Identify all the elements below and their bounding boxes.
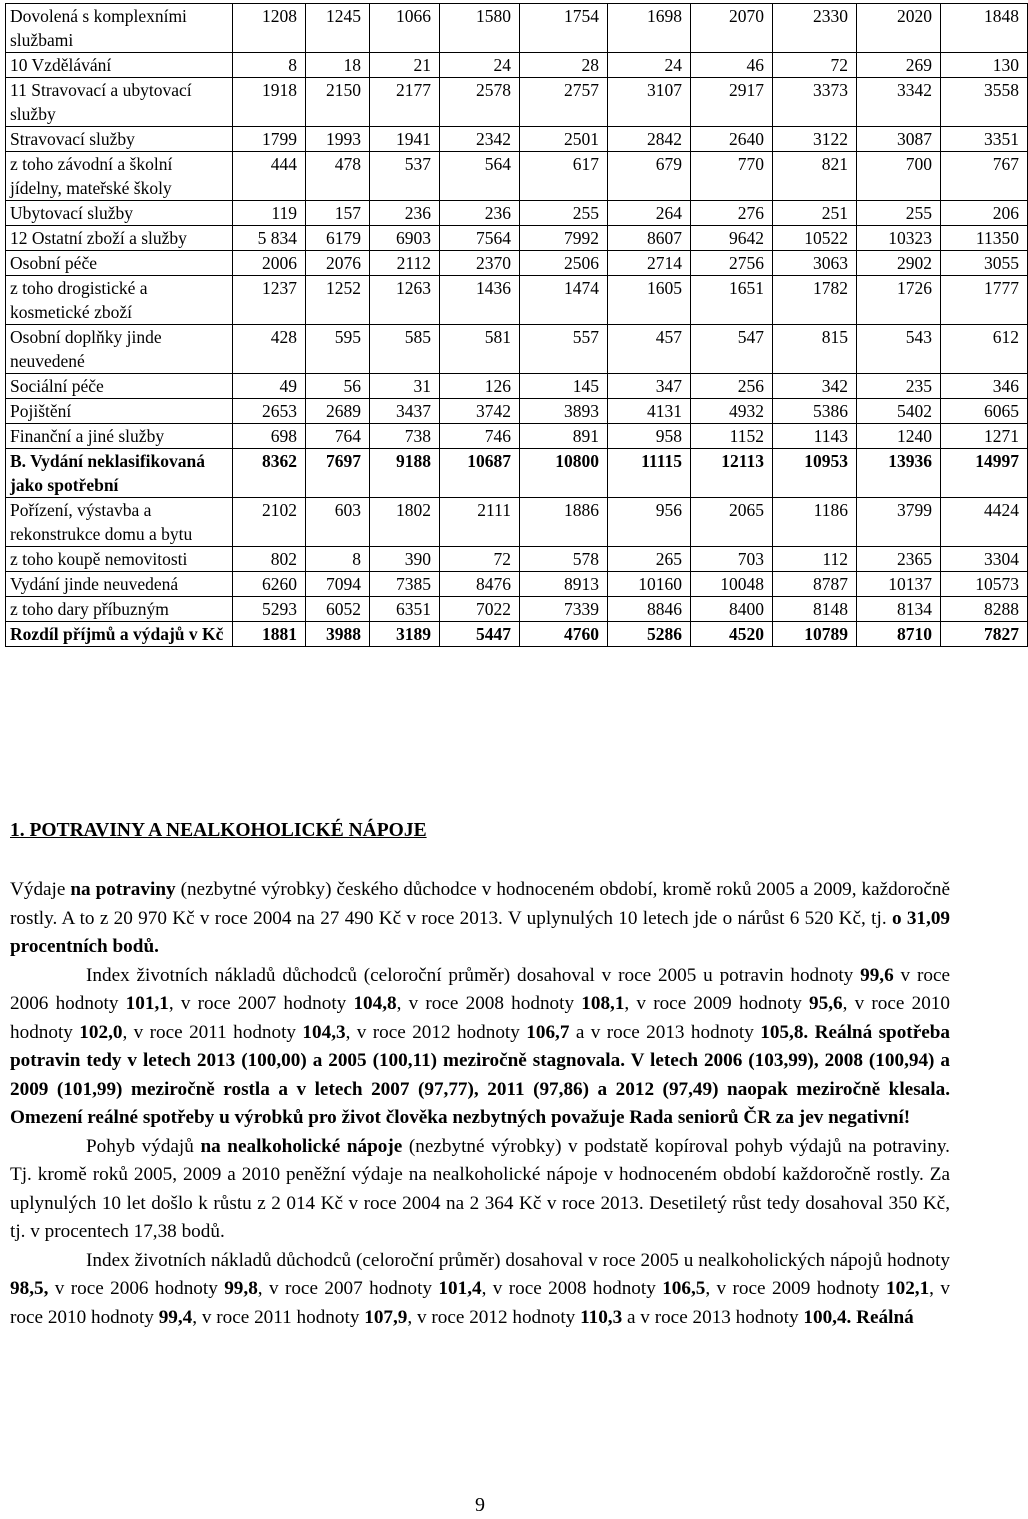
bold-text-run: 108,1 xyxy=(581,993,625,1014)
text-run: a v roce 2013 hodnoty xyxy=(622,1306,804,1328)
value-cell: 956 xyxy=(608,498,691,547)
value-cell: 3122 xyxy=(773,127,857,152)
value-cell: 746 xyxy=(440,424,520,449)
text-run: , v roce 2009 hodnoty xyxy=(705,1278,886,1299)
value-cell: 1802 xyxy=(370,498,440,547)
bold-text-run: 102,1 xyxy=(886,1278,930,1299)
text-run: , v roce 2007 hodnoty xyxy=(257,1278,439,1299)
value-cell: 2756 xyxy=(691,251,773,276)
value-cell: 703 xyxy=(691,547,773,572)
text-run: Index životních nákladů důchodců (celoroční průměr) dosahoval v roce 2005 u nealkoholických nápojů hodnoty xyxy=(86,1249,950,1271)
value-cell: 1886 xyxy=(520,498,608,547)
table-row xyxy=(6,276,1028,325)
value-cell: 603 xyxy=(306,498,370,547)
text-run: (nezbytné výrobky) v podstatě kopíroval pohyb výdajů na potraviny. Tj. kromě roků 2005, 2009 a 2010 peněžní výdaje na nealkoholické nápoje v hodnoceném období každoročně rostly. Za uplynulých 10 let došlo k růstu z 2 014 Kč v roce 2004 na 2 364 Kč v roce 2013. Desetiletý růst tedy dosahoval 350 Kč, tj. v procentech 17,38 bodů. xyxy=(10,1135,950,1242)
value-cell: 8710 xyxy=(857,622,941,647)
value-cell: 7385 xyxy=(370,572,440,597)
row-label: Stravovací služby xyxy=(6,127,233,152)
row-label: Osobní péče xyxy=(6,251,233,276)
section-heading: 1. POTRAVINY A NEALKOHOLICKÉ NÁPOJE xyxy=(10,820,427,841)
bold-text-run: 99,4 xyxy=(158,1306,193,1328)
value-cell: 1436 xyxy=(440,276,520,325)
value-cell: 10789 xyxy=(773,622,857,647)
value-cell: 1240 xyxy=(857,424,941,449)
table-row xyxy=(6,399,1028,424)
bold-text-run: 101,4 xyxy=(438,1278,482,1299)
value-cell: 612 xyxy=(941,325,1028,374)
table-row xyxy=(6,424,1028,449)
value-cell: 24 xyxy=(440,53,520,78)
value-cell: 4131 xyxy=(608,399,691,424)
value-cell: 5286 xyxy=(608,622,691,647)
value-cell: 1263 xyxy=(370,276,440,325)
value-cell: 2070 xyxy=(691,4,773,53)
value-cell: 617 xyxy=(520,152,608,201)
value-cell: 6351 xyxy=(370,597,440,622)
value-cell: 3437 xyxy=(370,399,440,424)
value-cell: 3893 xyxy=(520,399,608,424)
bold-text-run: 102,0 xyxy=(79,1021,123,1043)
value-cell: 2006 xyxy=(233,251,306,276)
value-cell: 7697 xyxy=(306,449,370,498)
value-cell: 1848 xyxy=(941,4,1028,53)
row-label: z toho závodní a školní jídelny, mateřské školy xyxy=(6,152,233,201)
value-cell: 251 xyxy=(773,201,857,226)
value-cell: 8 xyxy=(233,53,306,78)
bold-text-run: 105,8. xyxy=(760,1021,809,1043)
bold-text-run: Reálná spotřeba potravin tedy v letech 2013 (100,00) a 2005 (100,11) meziročně stagnovala. V letech 2006 (103,99), 2008 (100,94) a 2009 (101,99) meziročně rostla a v letech 2007 (97,77), 2011 (97,86) a 2012 (97,49) naopak meziročně klesala. Omezení reálné spotřeby u výrobků pro život člověka nezbytných považuje Rada seniorů ČR za jev negativní! xyxy=(10,1021,950,1128)
value-cell: 8846 xyxy=(608,597,691,622)
table-row xyxy=(6,53,1028,78)
value-cell: 2370 xyxy=(440,251,520,276)
value-cell: 264 xyxy=(608,201,691,226)
value-cell: 10687 xyxy=(440,449,520,498)
value-cell: 8400 xyxy=(691,597,773,622)
value-cell: 2640 xyxy=(691,127,773,152)
value-cell: 7827 xyxy=(941,622,1028,647)
value-cell: 2757 xyxy=(520,78,608,127)
value-cell: 3373 xyxy=(773,78,857,127)
value-cell: 2150 xyxy=(306,78,370,127)
value-cell: 5 834 xyxy=(233,226,306,251)
value-cell: 256 xyxy=(691,374,773,399)
bold-text-run: 110,3 xyxy=(580,1306,623,1328)
value-cell: 2102 xyxy=(233,498,306,547)
paragraph-beverages-index xyxy=(10,1247,950,1333)
value-cell: 1208 xyxy=(233,4,306,53)
value-cell: 126 xyxy=(440,374,520,399)
text-run: Pohyb výdajů xyxy=(86,1135,201,1157)
row-label: Osobní doplňky jinde neuvedené xyxy=(6,325,233,374)
table-row xyxy=(6,127,1028,152)
value-cell: 2902 xyxy=(857,251,941,276)
value-cell: 958 xyxy=(608,424,691,449)
value-cell: 2330 xyxy=(773,4,857,53)
text-run: , v roce 2010 hodnoty xyxy=(10,993,950,1043)
row-label: Rozdíl příjmů a výdajů v Kč xyxy=(6,622,233,647)
value-cell: 2578 xyxy=(440,78,520,127)
bold-text-run: na potraviny xyxy=(70,879,176,900)
value-cell: 31 xyxy=(370,374,440,399)
text-run: v roce 2006 hodnoty xyxy=(10,964,950,1014)
bold-text-run: 106,7 xyxy=(526,1021,570,1043)
value-cell: 11115 xyxy=(608,449,691,498)
value-cell: 5402 xyxy=(857,399,941,424)
bold-text-run: 101,1 xyxy=(125,993,169,1014)
value-cell: 478 xyxy=(306,152,370,201)
value-cell: 346 xyxy=(941,374,1028,399)
value-cell: 557 xyxy=(520,325,608,374)
value-cell: 1186 xyxy=(773,498,857,547)
value-cell: 1605 xyxy=(608,276,691,325)
value-cell: 5447 xyxy=(440,622,520,647)
table-row xyxy=(6,547,1028,572)
paragraph-beverages-expenditure xyxy=(10,1133,950,1247)
value-cell: 12113 xyxy=(691,449,773,498)
value-cell: 1754 xyxy=(520,4,608,53)
bold-text-run: 99,8 xyxy=(224,1278,258,1299)
value-cell: 6179 xyxy=(306,226,370,251)
value-cell: 2689 xyxy=(306,399,370,424)
bold-text-run: 104,3 xyxy=(302,1021,346,1043)
value-cell: 3742 xyxy=(440,399,520,424)
value-cell: 2501 xyxy=(520,127,608,152)
value-cell: 891 xyxy=(520,424,608,449)
value-cell: 3063 xyxy=(773,251,857,276)
text-run: , v roce 2008 hodnoty xyxy=(396,993,582,1014)
value-cell: 3988 xyxy=(306,622,370,647)
value-cell: 21 xyxy=(370,53,440,78)
value-cell: 265 xyxy=(608,547,691,572)
row-label: 10 Vzdělávání xyxy=(6,53,233,78)
page-number: 9 xyxy=(475,1494,485,1516)
value-cell: 4760 xyxy=(520,622,608,647)
value-cell: 6065 xyxy=(941,399,1028,424)
value-cell: 5386 xyxy=(773,399,857,424)
value-cell: 8148 xyxy=(773,597,857,622)
value-cell: 581 xyxy=(440,325,520,374)
text-run: (nezbytné výrobky) českého důchodce v hodnoceném období, kromě roků 2005 a 2009, každoročně rostly. A to z 20 970 Kč v roce 2004 na 27 490 Kč v roce 2013. V uplynulých 10 letech jde o nárůst 6 520 Kč, tj. xyxy=(10,879,950,929)
value-cell: 1143 xyxy=(773,424,857,449)
value-cell: 8288 xyxy=(941,597,1028,622)
row-label: z toho dary příbuzným xyxy=(6,597,233,622)
value-cell: 764 xyxy=(306,424,370,449)
value-cell: 1245 xyxy=(306,4,370,53)
value-cell: 3558 xyxy=(941,78,1028,127)
value-cell: 255 xyxy=(520,201,608,226)
value-cell: 10048 xyxy=(691,572,773,597)
value-cell: 457 xyxy=(608,325,691,374)
value-cell: 700 xyxy=(857,152,941,201)
value-cell: 2020 xyxy=(857,4,941,53)
text-run: , v roce 2012 hodnoty xyxy=(345,1021,527,1043)
value-cell: 2111 xyxy=(440,498,520,547)
value-cell: 3087 xyxy=(857,127,941,152)
value-cell: 2342 xyxy=(440,127,520,152)
value-cell: 1651 xyxy=(691,276,773,325)
value-cell: 6903 xyxy=(370,226,440,251)
text-run: , v roce 2011 hodnoty xyxy=(192,1306,365,1328)
value-cell: 1782 xyxy=(773,276,857,325)
value-cell: 236 xyxy=(370,201,440,226)
value-cell: 1474 xyxy=(520,276,608,325)
value-cell: 2714 xyxy=(608,251,691,276)
value-cell: 7564 xyxy=(440,226,520,251)
value-cell: 145 xyxy=(520,374,608,399)
value-cell: 8 xyxy=(306,547,370,572)
value-cell: 578 xyxy=(520,547,608,572)
value-cell: 235 xyxy=(857,374,941,399)
value-cell: 6260 xyxy=(233,572,306,597)
value-cell: 770 xyxy=(691,152,773,201)
table-row xyxy=(6,622,1028,647)
value-cell: 1152 xyxy=(691,424,773,449)
value-cell: 3351 xyxy=(941,127,1028,152)
value-cell: 3107 xyxy=(608,78,691,127)
value-cell: 6052 xyxy=(306,597,370,622)
value-cell: 2112 xyxy=(370,251,440,276)
value-cell: 1941 xyxy=(370,127,440,152)
value-cell: 46 xyxy=(691,53,773,78)
value-cell: 24 xyxy=(608,53,691,78)
value-cell: 10522 xyxy=(773,226,857,251)
value-cell: 14997 xyxy=(941,449,1028,498)
table-row xyxy=(6,4,1028,53)
value-cell: 1993 xyxy=(306,127,370,152)
value-cell: 10137 xyxy=(857,572,941,597)
value-cell: 13936 xyxy=(857,449,941,498)
row-label: Vydání jinde neuvedená xyxy=(6,572,233,597)
row-label: B. Vydání neklasifikovaná jako spotřební xyxy=(6,449,233,498)
row-label: Pořízení, výstavba a rekonstrukce domu a bytu xyxy=(6,498,233,547)
value-cell: 18 xyxy=(306,53,370,78)
value-cell: 2065 xyxy=(691,498,773,547)
value-cell: 3304 xyxy=(941,547,1028,572)
text-run: , v roce 2008 hodnoty xyxy=(481,1278,663,1299)
text-run: , v roce 2011 hodnoty xyxy=(122,1021,303,1043)
value-cell: 130 xyxy=(941,53,1028,78)
value-cell: 342 xyxy=(773,374,857,399)
value-cell: 802 xyxy=(233,547,306,572)
table-row xyxy=(6,374,1028,399)
value-cell: 5293 xyxy=(233,597,306,622)
value-cell: 2365 xyxy=(857,547,941,572)
value-cell: 72 xyxy=(440,547,520,572)
value-cell: 269 xyxy=(857,53,941,78)
value-cell: 3055 xyxy=(941,251,1028,276)
value-cell: 547 xyxy=(691,325,773,374)
paragraph-food-expenditure xyxy=(10,876,950,962)
value-cell: 112 xyxy=(773,547,857,572)
value-cell: 698 xyxy=(233,424,306,449)
value-cell: 236 xyxy=(440,201,520,226)
value-cell: 276 xyxy=(691,201,773,226)
table-row xyxy=(6,572,1028,597)
value-cell: 1066 xyxy=(370,4,440,53)
value-cell: 7022 xyxy=(440,597,520,622)
bold-text-run: 104,8 xyxy=(353,993,397,1014)
value-cell: 1726 xyxy=(857,276,941,325)
value-cell: 821 xyxy=(773,152,857,201)
value-cell: 537 xyxy=(370,152,440,201)
value-cell: 206 xyxy=(941,201,1028,226)
row-label: Dovolená s komplexními službami xyxy=(6,4,233,53)
value-cell: 428 xyxy=(233,325,306,374)
table-row xyxy=(6,152,1028,201)
value-cell: 157 xyxy=(306,201,370,226)
value-cell: 10800 xyxy=(520,449,608,498)
value-cell: 4932 xyxy=(691,399,773,424)
bold-text-run: Reálná xyxy=(856,1306,914,1328)
expenditure-table xyxy=(5,3,1028,647)
bold-text-run: 107,9 xyxy=(364,1306,408,1328)
table-row xyxy=(6,251,1028,276)
value-cell: 8134 xyxy=(857,597,941,622)
value-cell: 255 xyxy=(857,201,941,226)
value-cell: 8362 xyxy=(233,449,306,498)
bold-text-run: 98,5, xyxy=(10,1278,49,1299)
row-label: z toho koupě nemovitosti xyxy=(6,547,233,572)
value-cell: 7094 xyxy=(306,572,370,597)
text-run: a v roce 2013 hodnoty xyxy=(569,1021,761,1043)
table-row xyxy=(6,325,1028,374)
table-row xyxy=(6,449,1028,498)
value-cell: 2506 xyxy=(520,251,608,276)
value-cell: 9642 xyxy=(691,226,773,251)
table-row xyxy=(6,498,1028,547)
value-cell: 2842 xyxy=(608,127,691,152)
value-cell: 7339 xyxy=(520,597,608,622)
value-cell: 119 xyxy=(233,201,306,226)
table-row xyxy=(6,201,1028,226)
value-cell: 1580 xyxy=(440,4,520,53)
value-cell: 1881 xyxy=(233,622,306,647)
table-body xyxy=(6,4,1028,647)
bold-text-run: na nealkoholické nápoje xyxy=(200,1135,403,1157)
value-cell: 543 xyxy=(857,325,941,374)
table-row xyxy=(6,226,1028,251)
text-run: Index životních nákladů důchodců (celoroční průměr) dosahoval v roce 2005 u potravin hodnoty xyxy=(86,964,861,986)
value-cell: 347 xyxy=(608,374,691,399)
row-label: z toho drogistické a kosmetické zboží xyxy=(6,276,233,325)
text-run: , v roce 2007 hodnoty xyxy=(168,993,354,1014)
value-cell: 595 xyxy=(306,325,370,374)
value-cell: 444 xyxy=(233,152,306,201)
bold-text-run: o 31,09 procentních bodů. xyxy=(10,907,951,957)
text-body xyxy=(10,816,950,1332)
value-cell: 2076 xyxy=(306,251,370,276)
value-cell: 738 xyxy=(370,424,440,449)
value-cell: 10323 xyxy=(857,226,941,251)
value-cell: 1698 xyxy=(608,4,691,53)
value-cell: 2177 xyxy=(370,78,440,127)
value-cell: 4424 xyxy=(941,498,1028,547)
bold-text-run: 99,6 xyxy=(860,964,894,986)
table-row xyxy=(6,78,1028,127)
bold-text-run: 95,6 xyxy=(809,993,843,1014)
row-label: Pojištění xyxy=(6,399,233,424)
value-cell: 585 xyxy=(370,325,440,374)
bold-text-run: 100,4. xyxy=(803,1306,852,1328)
value-cell: 8476 xyxy=(440,572,520,597)
value-cell: 2917 xyxy=(691,78,773,127)
text-run: Výdaje xyxy=(10,879,71,900)
value-cell: 10953 xyxy=(773,449,857,498)
row-label: Sociální péče xyxy=(6,374,233,399)
value-cell: 7992 xyxy=(520,226,608,251)
value-cell: 679 xyxy=(608,152,691,201)
value-cell: 56 xyxy=(306,374,370,399)
table-row xyxy=(6,597,1028,622)
text-run: , v roce 2009 hodnoty xyxy=(624,993,810,1014)
value-cell: 564 xyxy=(440,152,520,201)
value-cell: 28 xyxy=(520,53,608,78)
bold-text-run: 106,5 xyxy=(662,1278,706,1299)
value-cell: 49 xyxy=(233,374,306,399)
value-cell: 4520 xyxy=(691,622,773,647)
value-cell: 1271 xyxy=(941,424,1028,449)
row-label: Finanční a jiné služby xyxy=(6,424,233,449)
text-run: , v roce 2010 hodnoty xyxy=(10,1278,950,1328)
value-cell: 8607 xyxy=(608,226,691,251)
value-cell: 10160 xyxy=(608,572,691,597)
value-cell: 3189 xyxy=(370,622,440,647)
value-cell: 10573 xyxy=(941,572,1028,597)
value-cell: 390 xyxy=(370,547,440,572)
value-cell: 11350 xyxy=(941,226,1028,251)
value-cell: 767 xyxy=(941,152,1028,201)
value-cell: 815 xyxy=(773,325,857,374)
value-cell: 1799 xyxy=(233,127,306,152)
value-cell: 9188 xyxy=(370,449,440,498)
value-cell: 2653 xyxy=(233,399,306,424)
value-cell: 3799 xyxy=(857,498,941,547)
text-run: , v roce 2012 hodnoty xyxy=(407,1306,581,1328)
row-label: 12 Ostatní zboží a služby xyxy=(6,226,233,251)
text-run: v roce 2006 hodnoty xyxy=(48,1278,225,1299)
value-cell: 1237 xyxy=(233,276,306,325)
value-cell: 3342 xyxy=(857,78,941,127)
value-cell: 1252 xyxy=(306,276,370,325)
paragraph-food-index xyxy=(10,962,950,1133)
value-cell: 8913 xyxy=(520,572,608,597)
value-cell: 1918 xyxy=(233,78,306,127)
row-label: Ubytovací služby xyxy=(6,201,233,226)
value-cell: 72 xyxy=(773,53,857,78)
value-cell: 8787 xyxy=(773,572,857,597)
row-label: 11 Stravovací a ubytovací služby xyxy=(6,78,233,127)
value-cell: 1777 xyxy=(941,276,1028,325)
